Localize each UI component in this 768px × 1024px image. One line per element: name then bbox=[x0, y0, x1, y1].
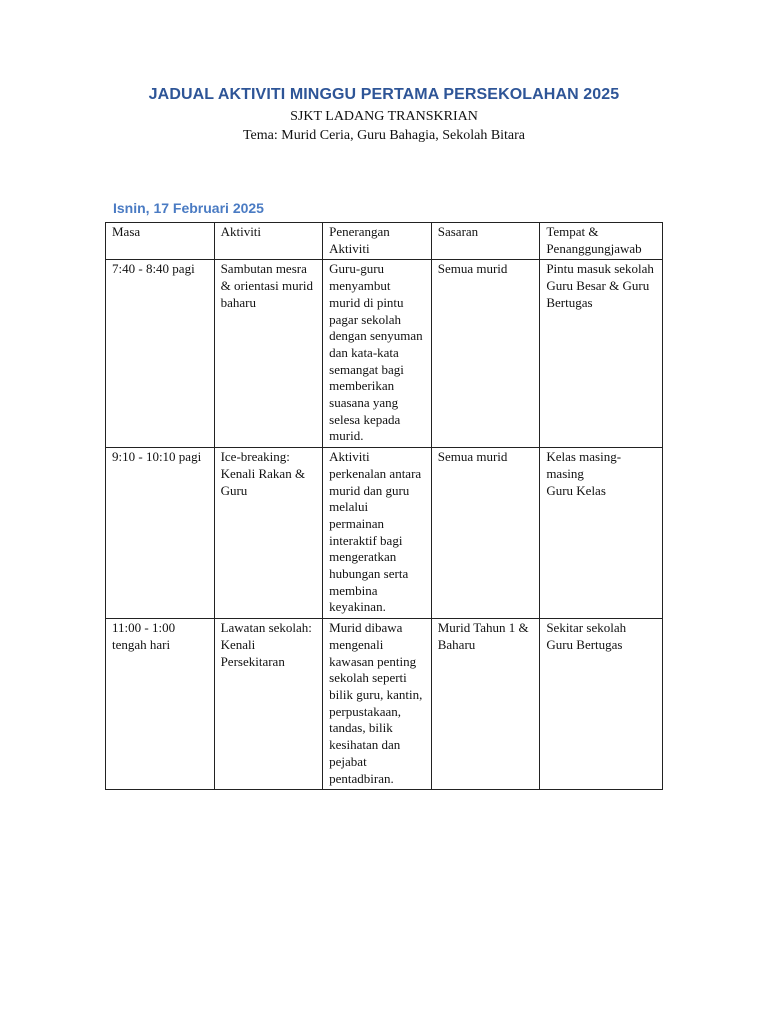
header-penerangan bbox=[323, 223, 432, 260]
cell-tempat-person: Guru Kelas bbox=[546, 482, 606, 498]
header-aktiviti: Aktiviti bbox=[214, 223, 323, 260]
cell-penerangan: Guru-guru menyambut murid di pintu pagar sekolah dengan senyuman dan kata-kata semangat bagi memberikan suasana yang selesa kepada murid. bbox=[323, 260, 432, 448]
cell-tempat-person: Guru Besar & Guru Bertugas bbox=[546, 278, 650, 310]
cell-masa: 9:10 - 10:10 pagi bbox=[106, 448, 215, 619]
cell-aktiviti: Lawatan sekolah: Kenali Persekitaran bbox=[214, 619, 323, 790]
cell-tempat-location: Kelas masing-masing bbox=[546, 449, 622, 481]
school-name: SJKT LADANG TRANSKRIAN bbox=[290, 109, 478, 124]
cell-penerangan: Murid dibawa mengenali kawasan penting sekolah seperti bilik guru, kantin, perpustakaan, tandas, bilik kesihatan dan pejabat pentadbiran. bbox=[323, 619, 432, 790]
cell-aktiviti: Ice-breaking: Kenali Rakan & Guru bbox=[214, 448, 323, 619]
table-header-row bbox=[106, 223, 663, 260]
cell-sasaran: Murid Tahun 1 & Baharu bbox=[431, 619, 540, 790]
cell-masa: 11:00 - 1:00 tengah hari bbox=[106, 619, 215, 790]
cell-tempat-person: Guru Bertugas bbox=[546, 636, 623, 652]
header-tempat-line2: Penanggungjawab bbox=[546, 240, 642, 256]
table-row bbox=[106, 260, 663, 448]
header-masa: Masa bbox=[106, 223, 215, 260]
cell-sasaran: Semua murid bbox=[431, 448, 540, 619]
theme-line: Tema: Murid Ceria, Guru Bahagia, Sekolah Bitara bbox=[242, 128, 526, 143]
header-penerangan-line2: Aktiviti bbox=[329, 240, 370, 256]
cell-tempat-location: Sekitar sekolah bbox=[546, 620, 627, 636]
schedule-table bbox=[105, 222, 663, 790]
cell-sasaran: Semua murid bbox=[431, 260, 540, 448]
day-heading: Isnin, 17 Februari 2025 bbox=[113, 200, 264, 216]
table-row bbox=[106, 619, 663, 790]
cell-aktiviti: Sambutan mesra & orientasi murid baharu bbox=[214, 260, 323, 448]
header-tempat-line1: Tempat & bbox=[546, 224, 599, 239]
header-tempat bbox=[540, 223, 663, 260]
header-sasaran: Sasaran bbox=[431, 223, 540, 260]
cell-penerangan: Aktiviti perkenalan antara murid dan guru melalui permainan interaktif bagi mengeratkan hubungan serta membina keyakinan. bbox=[323, 448, 432, 619]
cell-masa: 7:40 - 8:40 pagi bbox=[106, 260, 215, 448]
table-row bbox=[106, 448, 663, 619]
cell-tempat-location: Pintu masuk sekolah bbox=[546, 261, 654, 277]
cell-tempat bbox=[540, 448, 663, 619]
cell-tempat bbox=[540, 260, 663, 448]
document-title: JADUAL AKTIVITI MINGGU PERTAMA PERSEKOLAHAN 2025 bbox=[148, 86, 620, 103]
header-penerangan-line1: Penerangan bbox=[329, 224, 390, 239]
cell-tempat bbox=[540, 619, 663, 790]
